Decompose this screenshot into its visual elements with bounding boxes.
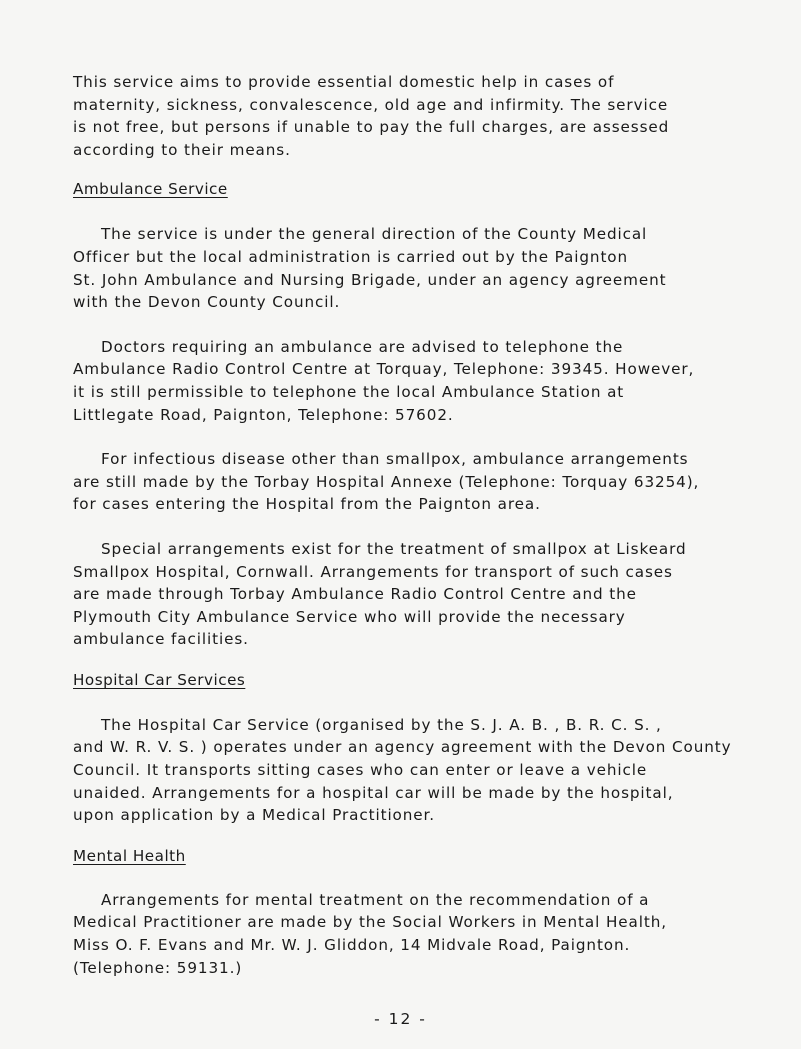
intro-paragraph: This service aims to provide essential domestic help in cases of maternity, sickness, convalescence, old age and infirmity. The service is not free, but persons if unable to pay the full charges, are assessed according to their means. xyxy=(73,73,670,159)
ambulance-paragraph-3: For infectious disease other than smallpox, ambulance arrangements are still made by the Torbay Hospital Annexe (Telephone: Torquay 63254), for cases entering the Hospital from the Paignton area. xyxy=(73,450,700,514)
hospital-car-services-heading: Hospital Car Services xyxy=(73,670,246,689)
mental-health-paragraph: Arrangements for mental treatment on the recommendation of a Medical Practitioner are made by the Social Workers in Mental Health, Miss O. F. Evans and Mr. W. J. Gliddon, 14 Midvale Road, Paignton. (Telephone: 59131.) xyxy=(73,890,667,977)
ambulance-paragraph-4: Special arrangements exist for the treatment of smallpox at Liskeard Smallpox Hospital, Cornwall. Arrangements for transport of such cases are made through Torbay Ambulance Radio Control Centre and the Plymouth City Ambulance Service who will provide the necessary ambulance facilities. xyxy=(73,539,687,649)
page-number: - 12 - xyxy=(374,1010,427,1028)
mental-health-heading: Mental Health xyxy=(73,846,186,865)
ambulance-service-heading: Ambulance Service xyxy=(73,180,228,199)
ambulance-paragraph-1: The service is under the general direction of the County Medical Officer but the local administration is carried out by the Paignton St. John Ambulance and Nursing Brigade, under an agency agreement with the Devon County Council. xyxy=(73,225,667,312)
hospital-car-paragraph: The Hospital Car Service (organised by the S. J. A. B. , B. R. C. S. , and W. R. V. S. ) operates under an agency agreement with the Devon County Council. It transports sitting cases who can enter or leave a vehicle unaided. Arrangements for a hospital car will be made by the hospital, upon application by a Medical Practitioner. xyxy=(73,715,732,825)
ambulance-paragraph-2: Doctors requiring an ambulance are advised to telephone the Ambulance Radio Control Centre at Torquay, Telephone: 39345. However, it is still permissible to telephone the local Ambulance Station at Littlegate Road, Paignton, Telephone: 57602. xyxy=(73,337,695,424)
document-page xyxy=(73,71,763,979)
